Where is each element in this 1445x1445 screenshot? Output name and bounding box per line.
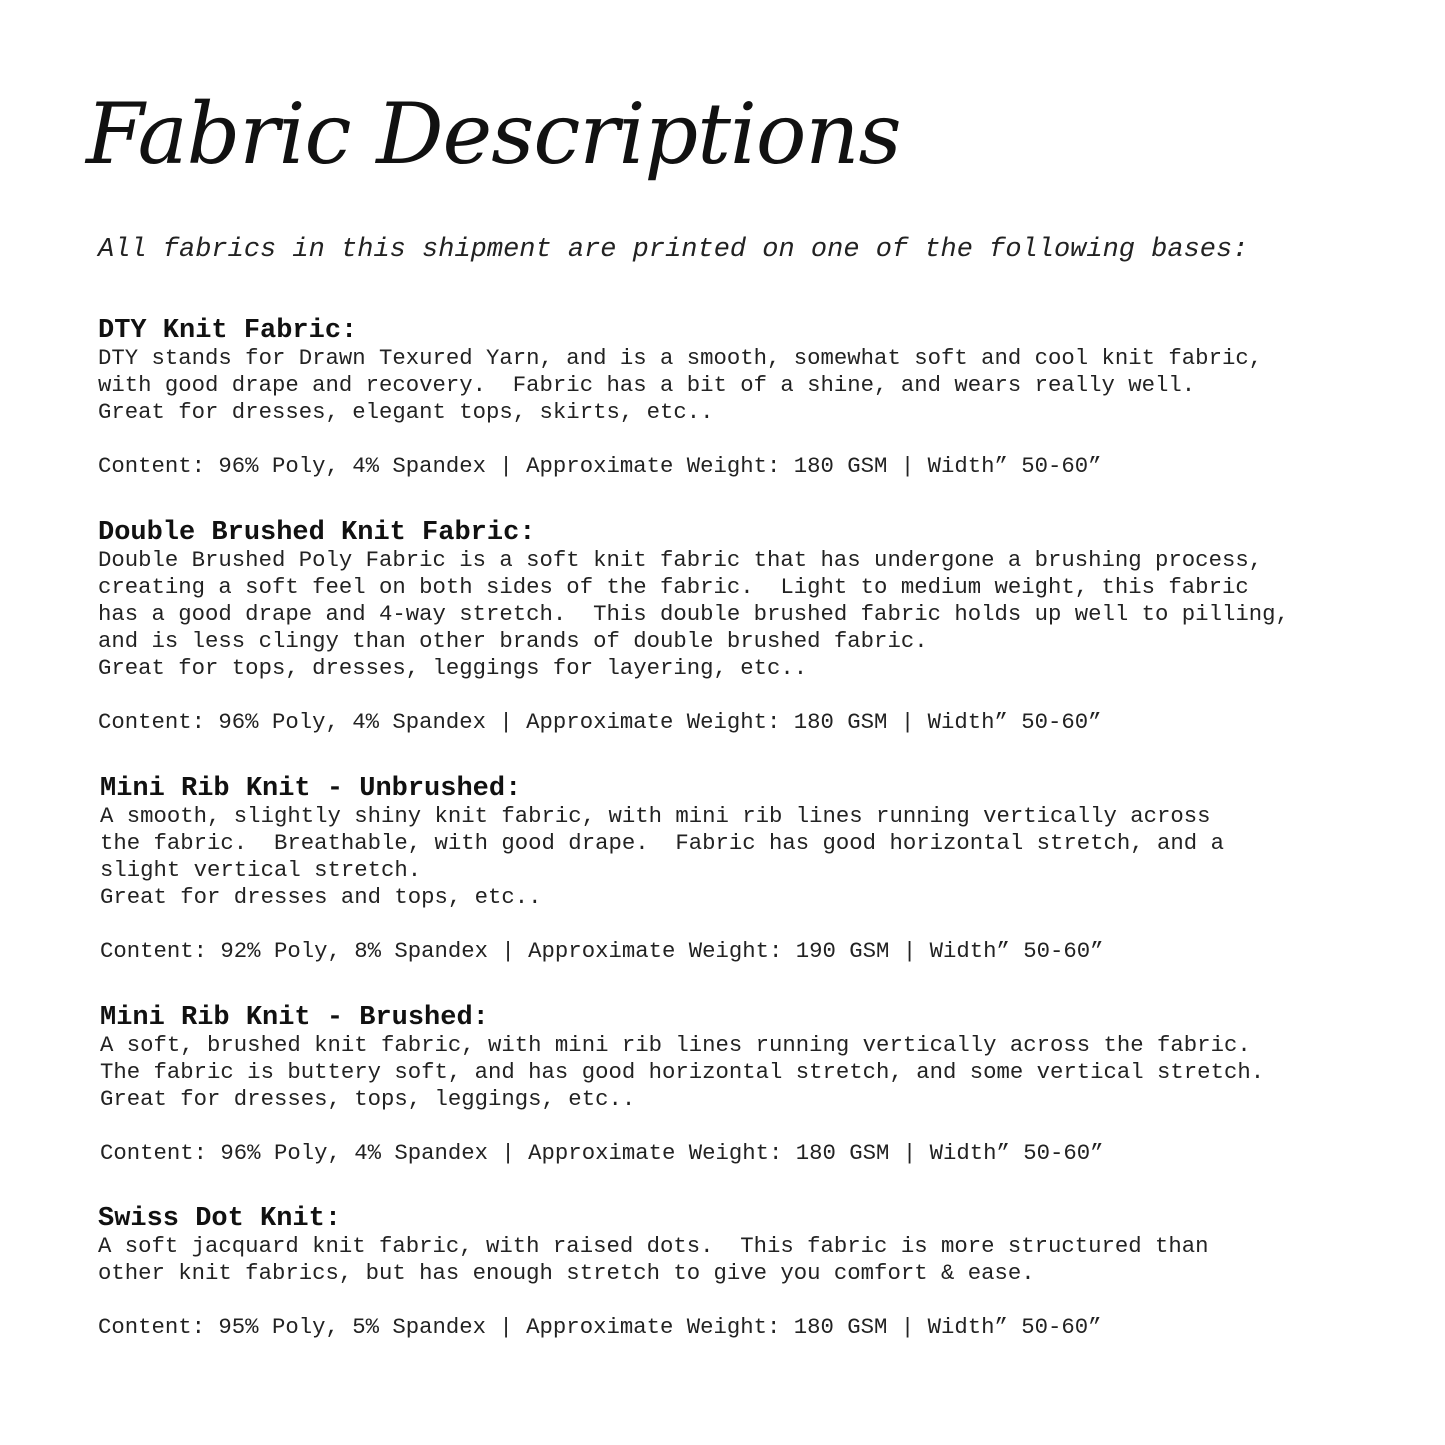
section-heading: Double Brushed Knit Fabric: (98, 518, 536, 548)
section-heading: Swiss Dot Knit: (98, 1204, 342, 1234)
description-line: Great for dresses, tops, leggings, etc.. (100, 1086, 636, 1112)
fabric-section-dty-knit (98, 317, 1358, 480)
description-line: the fabric. Breathable, with good drape. Fabric has good horizontal stretch, and a (100, 830, 1224, 856)
description-line: Great for dresses, elegant tops, skirts, etc.. (98, 399, 714, 425)
content-spec: Content: 96% Poly, 4% Spandex | Approximate Weight: 180 GSM | Width” 50-60” (98, 453, 1102, 479)
page-title: Fabric Descriptions (86, 85, 901, 183)
description-line: Double Brushed Poly Fabric is a soft knit fabric that has undergone a brushing process, (98, 547, 1263, 573)
description-line: Great for tops, dresses, leggings for layering, etc.. (98, 655, 808, 681)
description-line: A smooth, slightly shiny knit fabric, with mini rib lines running vertically across (100, 803, 1211, 829)
description-line: A soft jacquard knit fabric, with raised dots. This fabric is more structured than (98, 1233, 1209, 1259)
section-heading: Mini Rib Knit - Brushed: (100, 1003, 489, 1033)
section-heading: DTY Knit Fabric: (98, 316, 358, 346)
content-spec: Content: 95% Poly, 5% Spandex | Approximate Weight: 180 GSM | Width” 50-60” (98, 1314, 1102, 1340)
description-line: Great for dresses and tops, etc.. (100, 884, 542, 910)
content-spec: Content: 92% Poly, 8% Spandex | Approximate Weight: 190 GSM | Width” 50-60” (100, 938, 1104, 964)
description-line: and is less clingy than other brands of double brushed fabric. (98, 628, 928, 654)
description-line: A soft, brushed knit fabric, with mini rib lines running vertically across the fabric. (100, 1032, 1251, 1058)
fabric-section-mini-rib-unbrushed (100, 775, 1360, 965)
page-subtitle: All fabrics in this shipment are printed on one of the following bases: (98, 235, 1249, 265)
content-spec: Content: 96% Poly, 4% Spandex | Approximate Weight: 180 GSM | Width” 50-60” (98, 709, 1102, 735)
description-line: slight vertical stretch. (100, 857, 422, 883)
fabric-section-swiss-dot-knit (98, 1205, 1358, 1341)
section-heading: Mini Rib Knit - Unbrushed: (100, 774, 522, 804)
fabric-section-double-brushed-knit (98, 519, 1358, 736)
description-line: with good drape and recovery. Fabric has a bit of a shine, and wears really well. (98, 372, 1196, 398)
description-line: DTY stands for Drawn Texured Yarn, and is a smooth, somewhat soft and cool knit fabric, (98, 345, 1263, 371)
fabric-section-mini-rib-brushed (100, 1004, 1360, 1167)
description-line: has a good drape and 4-way stretch. This double brushed fabric holds up well to pilling, (98, 601, 1289, 627)
content-spec: Content: 96% Poly, 4% Spandex | Approximate Weight: 180 GSM | Width” 50-60” (100, 1140, 1104, 1166)
description-line: The fabric is buttery soft, and has good horizontal stretch, and some vertical stretch. (100, 1059, 1265, 1085)
description-line: creating a soft feel on both sides of the fabric. Light to medium weight, this fabric (98, 574, 1249, 600)
description-line: other knit fabrics, but has enough stretch to give you comfort & ease. (98, 1260, 1035, 1286)
